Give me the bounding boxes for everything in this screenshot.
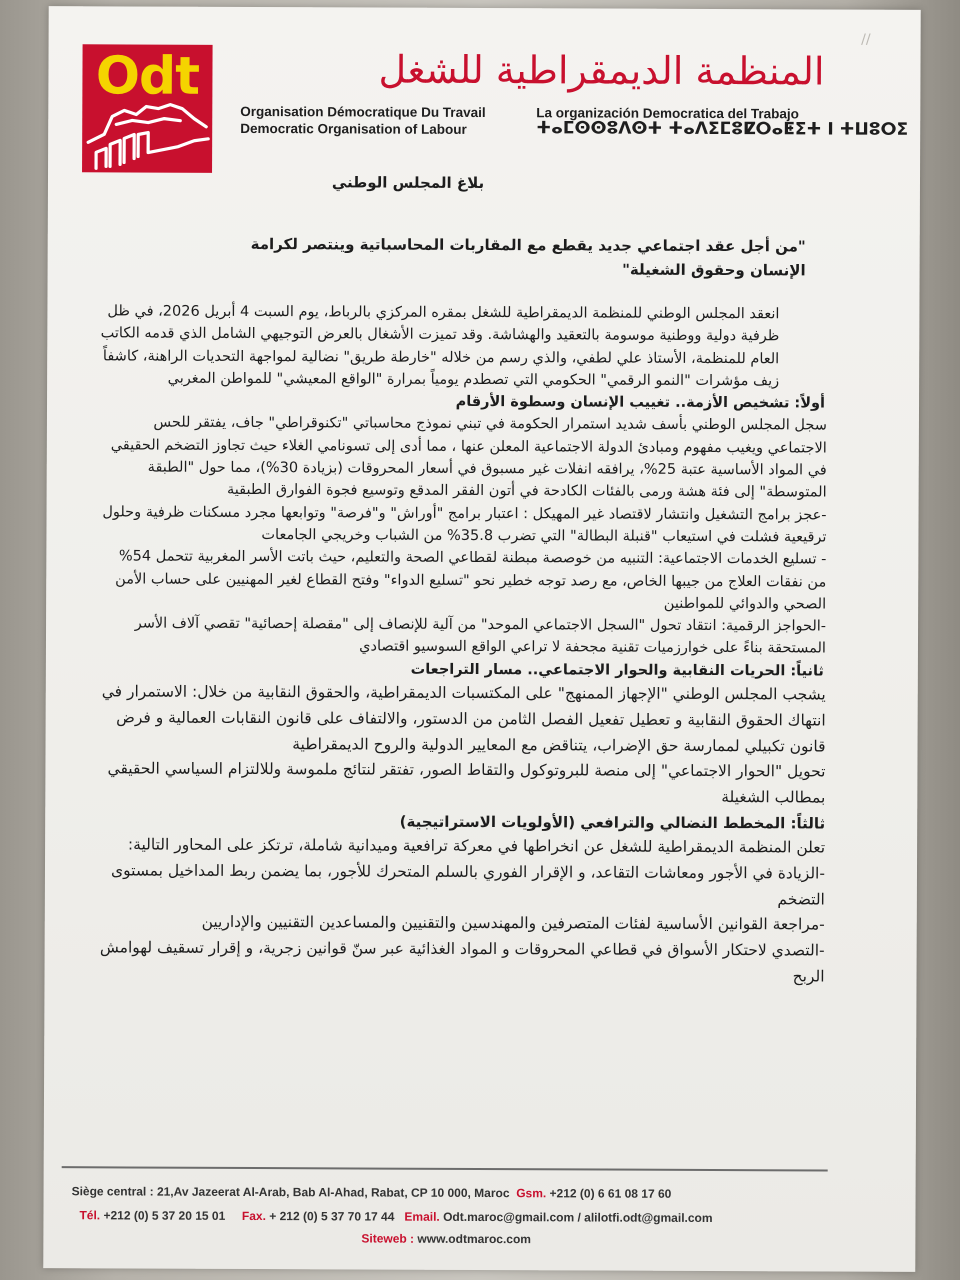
document-title: بلاغ المجلس الوطني [331, 173, 485, 193]
section-2-paragraph-1: يشجب المجلس الوطني "الإجهاز الممنهج" على المكتسبات الديمقراطية، والحقوق النقابية من خلال: الاستمرار في انتهاك الحقوق النقابية و تعطيل تفعيل الفصل الثامن من الدستور، والالتفاف على قانون النقابات العمالية و فرض قانون تكبيلي لممارسة حق الإضراب، يتناقض مع المعايير الدولية والروح الديمقراطية [101, 682, 826, 756]
section-3-paragraph-4: -التصدي لاحتكار الأسواق في قطاعي المحروقات و المواد الغذائية عبر سنّ قوانين زجرية، و إقرار تسقيف لهوامش الربح [99, 938, 825, 986]
section-1-paragraph-4: -الحواجز الرقمية: انتقاد تحول "السجل الاجتماعي الموحد" من آلية للإنصاف إلى "مقصلة إحصائية" تقصي آلاف الأسر المستحقة بناءً على خوارزميات تقنية مجحفة لا تراعي الواقع السوسيو اقتصادي [134, 615, 827, 657]
section-1-paragraph-3: - تسليع الخدمات الاجتماعية: التنبيه من خوصصة مبطنة لقطاعي الصحة والتعليم، حيث باتت الأسر المغربية تتحمل 54% من نفقات العلاج من جيبها الخاص، مع رصد توجه خطير نحو "تسليع الدواء" وفتح القطاع لغير المهنيين على حساب الأمن الصحي والدوائي للمواطنين [115, 548, 827, 613]
email-label: Email. [404, 1209, 440, 1224]
letter-footer [66, 1178, 856, 1247]
footer-contact-line [79, 1208, 712, 1225]
tel-value: +212 (0) 5 37 20 15 01 [103, 1208, 226, 1223]
section-3-title: ثالثاً: المخطط النضالي والترافعي (الأولويات الاستراتيجية) [399, 812, 826, 833]
letter-page [43, 6, 920, 1272]
footer-website-line [361, 1231, 531, 1246]
logo-text: Odt [95, 46, 200, 107]
document-body [94, 300, 827, 990]
section-1-title: أولاً: تشخيص الأزمة.. تغييب الإنسان وسطوة الأرقام [455, 394, 826, 412]
section-2-paragraph-2: تحويل "الحوار الاجتماعي" إلى منصة للبروتوكول والتقاط الصور، تفتقر لنتائج ملموسة وللالتزام السياسي الحقيقي بمطالب الشغيلة [107, 759, 826, 807]
gsm-value: +212 (0) 6 61 08 17 60 [549, 1186, 672, 1201]
section-3-paragraph-3: -مراجعة القوانين الأساسية لفئات المتصرفين والمهندسين والتقنيين والمساعدين التقنيين والإداريين [201, 913, 825, 934]
fax-label: Fax. [241, 1208, 266, 1224]
section-1-paragraph-2: -عجز برامج التشغيل وانتشار لاقتصاد غير المهيكل : اعتبار برامج "أوراش" و"فرصة" وتوابعها مجرد مسكنات ظرفية وحلول ترقيعية فشلت في استيعاب "قنبلة البطالة" التي تضرب 35.8% من الشباب وخريجي الجامعات [102, 504, 827, 546]
org-name-spanish: La organización Democratica del Trabajo [536, 105, 799, 122]
tel-label: Tél. [79, 1208, 101, 1223]
gsm-label: Gsm. [516, 1186, 547, 1201]
intro-paragraph: انعقد المجلس الوطني للمنظمة الديمقراطية للشغل بمقره المركزي بالرباط، يوم السبت 4 أبريل 2026، في ظل ظرفية دولية ووطنية موسومة بالتعقيد والهشاشة. وقد تميزت الأشغال بالعرض التوجيهي الشامل الذي قدمه الكاتب العام للمنظمة، الأستاذ علي لطفي، والذي رسم من خلاله "خارطة طريق" نضالية لمواجهة التحديات الراهنة، كاشفاً زيف مؤشرات "النمو الرقمي" الحكومي التي تصطدم يومياً بمرارة "الواقع المعيشي" للمواطن المغربي [100, 303, 780, 390]
document-subtitle: "من أجل عقد اجتماعي جديد يقطع مع المقاربات المحاسباتية وينتصر لكرامة الإنسان وحقوق الشغيلة" [250, 234, 806, 280]
siege-value: 21,Av Jazeerat Al-Arab, Bab Al-Ahad, Rabat, CP 10 000, Maroc [156, 1184, 510, 1201]
org-name-tifinagh: ⵜⴰⵎⵙⵙⵓⴷⵙⵜ ⵜⴰⴷⵉⵎⵓⵇⵔⴰⵟⵉⵜ ⵏ ⵜⵡⵓⵔⵉ [536, 118, 909, 140]
org-name-french: Organisation Démocratique Du Travail [240, 103, 486, 121]
site-value[interactable]: www.odtmaroc.com [417, 1231, 532, 1247]
odt-logo [82, 44, 213, 173]
section-1-paragraph-1: سجل المجلس الوطني بأسف شديد استمرار الحكومة في تبني نموذج محاسباتي "تكنوقراطي" جاف، يفتقر للحس الاجتماعي ويغيب مفهوم ومبادئ الدولة الاجتماعية المعلن عنها ، مما أدى إلى تسونامي الغلاء حيث تجاوز التضخم الحقيقي في المواد الأساسية عتبة 25%، يرافقه انفلات غير مسبوق في أسعار المحروقات (بزيادة 30%)، مما حول "الطبقة المتوسطة" إلى فئة هشة ورمى بالفئات الكادحة في أتون الفقر المدقع وتوسيع فجوة الفوارق الطبقية [110, 415, 827, 501]
raised-fist-hand-icon [82, 44, 213, 173]
org-name-arabic: المنظمة الديمقراطية للشغل [378, 47, 825, 94]
footer-address-line [72, 1184, 672, 1201]
section-2-title: ثانياً: الحريات النقابية والحوار الاجتماعي.. مسار التراجعات [410, 661, 824, 680]
email-value[interactable]: Odt.maroc@gmail.com / alilotfi.odt@gmail.com [443, 1209, 713, 1226]
siege-label: Siège central : [71, 1184, 154, 1199]
footer-divider [62, 1166, 828, 1171]
site-label: Siteweb : [361, 1231, 415, 1246]
fax-value: + 212 (0) 5 37 70 17 44 [269, 1209, 395, 1224]
section-3-paragraph-1: تعلن المنظمة الديمقراطية للشغل عن انخراطها في معركة ترافعية وميدانية شاملة، ترتكز على المحاور التالية: [127, 835, 826, 857]
corner-mark: // [861, 31, 871, 48]
section-3-paragraph-2: -الزيادة في الأجور ومعاشات التقاعد، و الإقرار الفوري بالسلم المتحرك للأجور، بما يضمن ربط المداخيل بمستوى التضخم [110, 861, 826, 909]
org-name-english: Democratic Organisation of Labour [240, 120, 467, 137]
